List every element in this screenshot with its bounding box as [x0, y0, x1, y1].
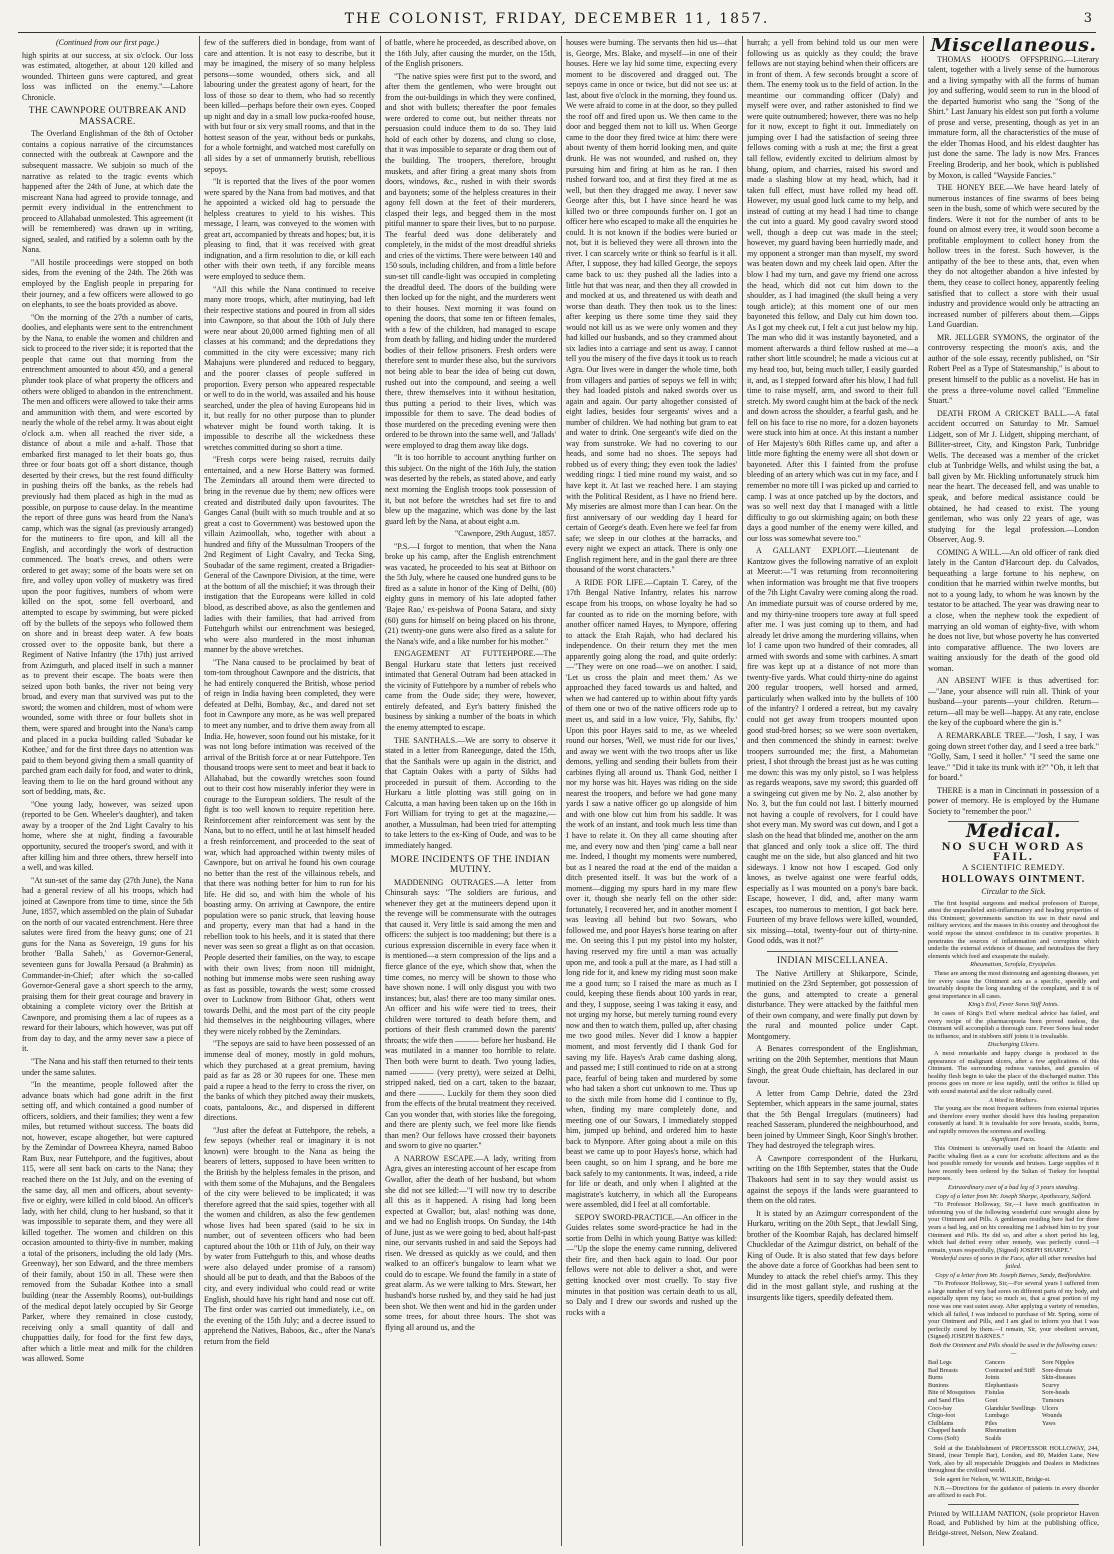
article-paragraph: The Overland Englishman of the 8th of October contains a copious narrative of the circumstances connected with the outbreak at Cawnpore and the subsequent massacre. We subjoin so much of the narrative as related to the tragic events which happened after the 24th of June, at which date the miscreant Nana had agreed to provide tonnage, and permit every individual in the entrenchment to proceed to Allahabad unmolested. This agreement (it will be remembered) was drawn up in writing, signed, sealed, and ratified by a solemn oath by the Nana.	[22, 129, 193, 255]
article-paragraph: "The Nana and his staff then returned to their tents under the same salutes.	[22, 1056, 193, 1077]
column-4	[566, 38, 737, 1543]
dateline: "Cawnpore, 29th August, 1857.	[454, 529, 556, 539]
article-heading: INDIAN MISCELLANEA.	[776, 956, 889, 967]
ailment-item: Coco-bay	[928, 1404, 953, 1412]
article-paragraph: A REMARKABLE TREE.—"Josh, I say, I was going down street t'other day, and I seed a tree bark." "Golly, Sam, I seed it holler." "I seed the same one leave." "Did it take its trunk with it?" "Oh, it left that for board."	[928, 731, 1099, 783]
section-rule	[948, 1504, 1079, 1505]
article-paragraph: "Just after the defeat at Futtehpore, the rebels, a few sepoys (whether real or imaginary it is not known) were brought to the Nana as being the bearers of letters, supposed to have been written to the British by the helpless females in the prison, and with them some of the Muhajuns, and the Bengalees of the city were believed to be implicated; it was therefore agreed that the said spies, together with all the women and children, as also the few gentlemen whose lives had been spared (said to be six in number, out of seventeen officers who had been captured about the 10th or 11th of July, on their way by water from Futtehgurh to this, and whose deaths were also delayed under promise of a ransom) should all be put to death, and that the Baboos of the city, and every individual who could read or write English, should have his right hand and nose cut off. The first order was carried out immediately, i.e., on the evening of the 15th July; and a decree issued to apprehend the Natives, Baboos, &c., after the Nana's return from the field	[204, 1125, 375, 1346]
article-paragraph: "It is reported that the lives of the poor women were spared by the Nana from bad motives, and that he appointed a wicked old hag to persuade the helpless creatures to yield to his wishes. This message, I learn, was conveyed to the women with great art, accompanied by threats and hopes; but, it is pleasing to find, that it was received with great indignation, and a firm resolution to die, or kill each other with their own teeth, if any forcible means were employed to seduce them.	[204, 177, 375, 282]
ailment-item: Sore-throats	[1042, 1366, 1073, 1374]
column-divider	[923, 36, 924, 1546]
column-divider	[561, 36, 562, 1546]
ailment-item: Bad Legs	[928, 1359, 952, 1367]
ad-subheading: Both the Ointment and Pills should be used in the following cases:—	[929, 1341, 1098, 1357]
ailment-item: Tumours	[1042, 1397, 1065, 1405]
masthead-title: THE COLONIST, FRIDAY, DECEMBER 11, 1857.	[344, 11, 770, 27]
article-paragraph: ENGAGEMENT AT FUTTEHPORE.—The Bengal Hurkaru state that letters just received intimated that General Outram had been attacked in the vicinity of Futtehpore by a number of rebels who came from the Oude side; they were, however, entirely defeated, and Eyr's battery finished the business by sinking a number of the boats in which the enemy attempted to escape.	[385, 649, 556, 732]
article-heading: THE CAWNPORE OUTBREAK AND MASSACRE.	[28, 106, 187, 127]
column-2	[204, 38, 375, 1543]
article-paragraph: It is stated by an Azimgurr correspondent of the Hurkaru, writing on the 20th Sept., that Jewlall Sing, brother of the Koombar Rajah, has declared himself Chuckledar of the Azimgur district, on behalf of the King of Oude. It is also stated that few days before the above date a force of Goorkhas had been sent to Mundey to attack the rebel chief's army. This they did in the most gallant style, and rushing at the insurgents like tigers, speedily defeated them.	[747, 1208, 918, 1302]
article-paragraph: THE SANTHALS.—We are sorry to observe it stated in a letter from Raneegunge, dated the 15th, that the Santhals were up again in the district, and that Captain Oakes with a party of Sikhs had proceeded in pursuit of them. According to the Hurkaru a little plotting was still going on in Calcutta, a man having been taken up on the 16th in Fort William for trying to get at the magazine,—another, a Mussulman, had been tried for attempting to take letters to the ex-King of Oude, and was to be immediately hanged.	[385, 735, 556, 851]
ad-circular: Circular to the Sick.	[981, 887, 1046, 897]
article-paragraph: DEATH FROM A CRICKET BALL.—A fatal accident occurred on Saturday to Mr. Samuel Lidgett, son of Mr J. Lidgett, shipping merchant, of Billiter-street, City, and Kingston Park, Tunbridge Wells. The deceased was a member of the cricket club at Tunbridge Wells, and whilst using the bat, a ball given by Mr. Hickling unfortunately struck him near the heart. The deceased fell, and was unable to speak, and before medical assistance could be obtained, he had ceased to exist. The young gentleman, who was only 22 years of age, was studying for the legal profession.—London Observer, Aug. 9.	[928, 408, 1099, 545]
ailment-item: Yaws	[1042, 1419, 1056, 1427]
ad-subheading: Extraordinary cure of a bad leg of 3 years standing.	[947, 1184, 1080, 1192]
ailment-item: Burns	[928, 1374, 943, 1382]
ad-headline: NO SUCH WORD AS FAIL.	[941, 838, 1086, 864]
ailment-item: Scalds	[985, 1435, 1002, 1443]
continued-note: (Continued from our first page.)	[55, 38, 160, 47]
article-paragraph: AN ABSENT WIFE is thus advertised for:—"Jane, your absence will ruin all. Think of your husband—your parents—your children. Return—return—all may be well—happy. At any rate, enclose the key of the cupboard where the gin is."	[928, 676, 1099, 728]
article-paragraph: "At sun-set of the same day (27th June), the Nana had a general review of all his troops, which had joined at Cawnpore from time to time, since the 5th June, 1857, which assembled on the plain of Subadar on the north of our vacated entrenchment. Here three salutes were fired from the heavy guns; one of 21 guns for the Nana as Sovereign, 19 guns for his brother 'Balla Saheb,' as Governor-General, seventeen guns for Jowalla Persaud (a Brahmin) as Commander-in-Chief; after which the so-called Governor-General gave a short speech to the army, praising them for their great courage and bravery in obtaining a complete victory over the British at Cawnpore, and promising them a lac of rupees as a reward for their labours, which however, was put off from day to day, and the army never saw a piece of it.	[22, 875, 193, 1054]
ad-paragraph: In cases of King's Evil where medical advice has failed, and every recipe of the pharmacopoeia been proved useless, the Ointment will accomplish a thorough cure. Fever Sores heal under its influence, and in stubborn stiff joints it is invaluable.	[928, 1009, 1099, 1040]
printer-imprint: Printed by WILLIAM NATION, (sole proprietor Haven Road, and Published by him at the publishing office, Bridge-street, Nelson, New Zealand.	[928, 1508, 1099, 1537]
article-paragraph: THE HONEY BEE.—We have heard lately of numerous instances of fine swarms of bees being seen in the bush, some of which were secured by the finders. Were it not for the number of ants to be found on almost every tree, it would soon become a profitable employment to collect honey from the hollow trees in the forest. Such however, is the antipathy of the bee to these ants, that, even when they do not altogether abandon a hive infested by them, they cease to collect honey, apparently feeling satisfied that to collect a store with their usual industry and providence would only be attracting an increased number of pilferers about them.—Gipps Land Guardian.	[928, 183, 1099, 330]
ailment-item: Glandular Swellings	[985, 1404, 1036, 1412]
ad-paragraph: N.B.—Directions for the guidance of patients in every disorder are affixed to each Pot.	[928, 1484, 1099, 1500]
ailment-item: Rheumatism	[985, 1427, 1017, 1435]
ailment-item: and Sand Flies	[928, 1397, 965, 1405]
article-paragraph: "P.S.—I forgot to mention, that when the Nana broke up his camp, after the English entrenchment was vacated, he proceeded to his seat at Bithoor on the 5th July, where he caused one hundred guns to be fired as a salute in honor of the King of Delhi, (80) eighty guns in memory of his late adopted father 'Bajee Rao,' ex-peishwa of Poona Satara, and sixty (60) guns for himself on being placed on his throne, (21) twenty-one guns were also fired as a salute for the Nana's wife, and a like number for his mother."	[385, 541, 556, 646]
section-title-miscellaneous: Miscellaneous.	[930, 38, 1097, 56]
ailment-item: Fistulas	[985, 1389, 1005, 1397]
article-paragraph: THOMAS HOOD'S OFFSPRING.—Literary talent, together with a lively sense of the humorous and a living sympathy with all the forms of human joy and suffering, would seem to run in the blood of the departed humorist who sang the "Song of the Shirt." Last January his eldest son put forth a volume of prose and verse, presenting, though as yet in an immature form, all the characteristics of the muse of the elder Thomas Hood, and his eldest daughter has just done the same. The lady is now Mrs. Frances Freeling Broderip, and her book, which is published by Moxon, is called "Wayside Fancies."	[928, 54, 1099, 180]
ad-paragraph: A most remarkable and happy change is produced in the appearance of malignant ulcers, after a few applications of this Ointment. The surrounding redness vanishes, and granules of healthy flesh begin to take the place of the discharged matter. This process goes on more or less rapidly, until the orifice is filled up with sound material and the ulcer radically cured.	[928, 1049, 1099, 1095]
page-number: 3	[1083, 11, 1094, 26]
article-paragraph: "Fresh corps were being raised, recruits daily entertained, and a new Horse Battery was formed. The Zemindars all around them were directed to bring in the revenue due by them; new offices were created and distributed daily upon favourites. The Ganges Canal (built with so much trouble and at so great a cost to Government) was bestowed upon the villain Azimoollah, who, together with about a hundred and fifty of the Mussulman Troopers of the 2nd Regiment of Light Cavalry, and Tecka Sing, Soubadar of the same regiment, created a Brigadier-General of the Cawnpore Division, at the time, were at the bottom of all the mischief; it was through their instigation that the Europeans were killed in cold blood, as described above, as also the gentlemen and ladies with their families, that had arrived from Futtehgurh whilst our entrenchment was besieged, who were also murdered in the most inhuman manner by the above wretches.	[204, 455, 375, 655]
ailment-item: Corns (Soft)	[928, 1435, 959, 1443]
ailment-item: Bunions	[928, 1381, 949, 1389]
ailment-item: Bite of Mosquitoes	[928, 1389, 976, 1397]
ad-subheading: A Word to Mothers.	[988, 1096, 1039, 1104]
ailment-item	[1042, 1427, 1099, 1435]
ad-testimonial: "To Professor Holloway, Sir,—I have much gratification in informing you of the following wonderful cure wrought alone by your Ointment and Pills. A gentleman residing here had for three years a bad leg, and on his consulting me I advised him to try your Ointment and Pills. He did so, and after a short period his leg, which had defied every other remedy, was perfectly cured.—I remain, yours respectfully, (Signed) JOSEPH SHARPE."	[928, 1201, 1099, 1254]
article-paragraph: "The Nana caused to be proclaimed by beat of tom-tom throughout Cawnpore and the districts, that he had entirely conquered the British, whose period of reign in India having been completed, they were defeated at Delhi, Bombay, &c., and dared not set foot in Cawnpore any more, as he was well prepared to meet any number, and to drive them away from all India. He, however, soon found out his mistake, for it was not long before intimation was received of the arrival of the British force at or near Futtehpore. Ten thousand troops were sent to meet and beat it back to Allahabad, but the cowardly wretches soon found out to their cost how miserably inferior they were in courage to the European soldiers. The result of the fight is too well known to require repetition here. Reinforcement after reinforcement was sent by the Nana, but to no effect, until he at last himself headed a fresh reinforcement, and proceeded to the seat of war, which had approached within twenty miles of Cawnpore, but on arrival he found his own courage no better than the rest of the villainous rebels, and that there was nothing better for him to run for his life. He did so, and with him the whole of his boasting army. On arriving at Cawnpore, the entire population were so panic struck, that leaving house and property, every man that had a hand in the rebellion took to his heels, and it is stated that there never was seen so great a flight as on that occasion. People deserted their families, on the way, to escape with their own lives; from noon till midnight, nothing but immense mobs were seen rushing away as fast as possible, towards the west; some crossed over to Lucknow from Bithoor Ghat, others went towards Delhi, and the most part of the city people hid themselves in the neighbouring villages, where they were nicely robbed by the Zemindars.	[204, 657, 375, 1036]
ailment-item: Lumbago	[985, 1412, 1009, 1420]
article-paragraph: "On the morning of the 27th a number of carts, doolies, and elephants were sent to the entrenchment by the Nana, to enable the women and children and sick to proceed to the river side; it is reported that the people that came out that morning from the entrenchment amounted to about 450, and a general plunder took place of what property the officers and others were obliged to abandon in the entrenchment. The men and officers were allowed to take their arms and ammunition with them, and were escorted by nearly the whole of the rebel army. It was about eight o'clock a.m. when all reached the river side, a distance of about a mile and a-half. Those that embarked first managed to let their boats go, thus three or four boats got off a short distance, though deserted by their crews, but the rest found difficulty in pushing theirs off the banks, as the rebels had previously had them placed as high in the mud as possible, on purpose to cause delay. In the meantime the report of three guns was heard from the Nana's camp, which was the signal (as previously arranged) for the mutineers to fire upon, and kill all the English, and accordingly the work of destruction commenced. The boat's crews, and others were ordered to get away; some of the boats were set on fire, and volley upon volley of musketry was fired upon the poor fugitives, numbers of whom were killed on the spot, some fell overboard, and attempted to escape by swimming, but were picked off by the bullets of the sepoys who followed them on shore and in breast deep water. A few boats crossed over to the opposite bank, but there a Regiment of Native Infantry (the 17th) just arrived from Azimgurh, and placed itself in such a manner as to prevent their escape. The boats were then seized upon both banks, the river not being very broad, and every man that survived was put to the sword; the women and children, most of whom were wounded, some with three or four bullets shot in them, were spared and brought into the Nana's camp and placed in a pucka building called 'Subadar ke Kothee,' and for the first three days no attention was paid to them beyond giving them a small quantity of parched gram each daily for food, and water to drink, leaving them to lie on the hard ground without any sort of bedding, mats, &c.	[22, 312, 193, 797]
article-paragraph: A letter from Camp Dehrie, dated the 23rd September, which appears in the same journal, states that the 5th Bengal Irregulars (mutineers) had reached Sasseram, plundered the neighbourhood, and been joined by Ummeer Singh, Koor Singh's brother. They had destroyed the telegraph wires.	[747, 1088, 918, 1151]
ailment-item	[1042, 1435, 1099, 1443]
ad-subheading: King's Evil, Fever Sores Stiff Joints.	[968, 1001, 1059, 1009]
article-paragraph: "The native spies were first put to the sword, and after them the gentlemen, who were brought out from the out-buildings in which they were confined, and shot with bullets; thereafter the poor females were ordered to come out, but neither threats nor persuasion could induce them to do so. They laid hold of each other by dozens, and clung so close, that it was impossible to separate or drag them out of the building. The troopers, therefore, brought muskets, and after firing a great many shots from doors, windows, &c., rushed in with their swords and bayonets; some of the helpless creatures in their agony fell down at the feet of their murderers, clasped their legs, and begged them in the most pitiful manner to spare their lives, but to no purpose. The fearful deed was done deliberately and completely, in the midst of the most dreadful shrieks and cries of the victims. There were between 140 and 150 souls, including children, and from a little before sun-set till candle-light was occupied in completing the dreadful deed. The doors of the building were then locked up for the night, and the murderers went to their houses. Next morning it was found on opening the doors, that some ten or fifteen females, with a few of the children, had managed to escape from death by falling, and hiding under the murdered bodies of their fellow prisoners. Fresh orders were therefore sent to murder these also, but the survivors not being able to bear the idea of being cut down, rushed out into the compound, and seeing a well there, threw themselves into it without hesitation, thus putting a period to their lives, which was impossible for them to save. The dead bodies of those murdered on the preceding evening were then ordered to be thrown into the same well, and 'Jallads' were employed to drag them away like dogs.	[385, 71, 556, 450]
column-divider	[380, 36, 381, 1546]
ad-paragraph: Copy of a letter from Mr. Joseph Sharpe, Apothecary, Salford.	[935, 1192, 1092, 1200]
masthead	[20, 6, 1094, 32]
ailment-item: Piles	[985, 1419, 998, 1427]
ailment-item: Contracted and Stiff	[985, 1366, 1036, 1374]
section-title-medical: Medical.	[965, 820, 1062, 843]
masthead-rule	[18, 32, 1096, 33]
article-paragraph: A GALLANT EXPLOIT.—Lieutenant de Kantzow gives the following narrative of an exploit at Meerut:—"I was returning from reconnoitering when information was brought me that five troopers of the 7th Light Cavalry were coming along the road. An immediate pursuit was of course ordered by me, and my thirty-nine troopers tore away at full speed after me. I was just coming up to them, and had already let drive among the murdering villains, when lo! I came upon two hundred of their comrades, all armed with swords and some with carbines. A smart fire was kept up at a distance of not more than twenty-five yards. What could thirty-nine do against 200 regular troopers, well horsed and armed, particularly when walked into by the bullets of 100 of the infantry? I ordered a retreat, but my cavalry could not get away from troopers mounted upon good stud-bred horses; so we were soon overtaken, and then commenced the shindy in earnest: twelve troopers surrounded me; the first, a Mahometan priest, I shot through the breast just as he was cutting me down: this was my only pistol, so I was helpless as regards weapons, save my sword; this guarded off a swingeing cut given me by No. 2, also another by No. 3, but the fun could not last. I bitterly mourned not having a couple of revolvers, for I could have shot every man. My sword was cut down, and I got a slash on the head that blinded me, another on the arm that glanced and only took a slice off. The third caught me on the side, but also glanced and hit two sideways. I know not how I escaped. God only knows, as twelve against one were fearful odds, especially as I was mounted on a pony's bare back. Escape, however, I did, and, after many warm escapes, too numerous to mention, I got back here. Fourteen of my brave fellows were killed, wounded, six missing—total, twenty-four out of thirty-nine. Good odds, was it not?"	[747, 546, 918, 946]
ailment-list	[928, 1359, 1099, 1443]
article-paragraph: high spirits at our success, at six o'clock. Our loss was estimated, altogether, at about 120 killed and wounded. Thirteen guns were captured, and great loss was inflicted on the enemy."—Lahore Chronicle.	[22, 50, 193, 102]
ailment-item: Gout	[985, 1397, 998, 1405]
article-paragraph: "The sepoys are said to have been possessed of an immense deal of money, mostly in gold mohurs, which they purchased at a great premium, having paid as far as 28 or 30 rupees for one. These men paid a rupee a head to the ferry to cross the river, on the banks of which they pitched away their muskets, coats, pantaloons, &c., and dispersed in different directions.	[204, 1039, 375, 1123]
ailment-item: Bad Breasts	[928, 1366, 958, 1374]
article-paragraph: few of the sufferers died in bondage, from want of care and attention. It is not easy to describe, but it may be imagined, the misery of so many helpless persons—some wounded, others sick, and all labouring under the greatest agony of heart, for the loss of those so dear to them, who had so recently been killed—perhaps before their own eyes. Cooped up night and day in a small low pucka-roofed house, with but four or six very small rooms, and that in the hottest season of the year, without beds or punkahs, for a whole fortnight, and watched most carefully on all sides by a set of unmannerly brutish, rebellious sepoys.	[204, 38, 375, 174]
article-paragraph: houses were burning. The servants then hid us—that is, George, Mrs. Blake, and myself—in one of their houses. Here we lay hid some time, expecting every moment to be discovered and dragged out. The sepoys came in once or twice, but did not see us: at last, about five o'clock in the morning, they found us. We were afraid to come in at the door, so they pulled the roof off and fired upon us. We then came to the door and begged them not to kill us. When George came to the door they fired twice at him: there were about twenty of them horrid looking men, and quite drunk. He was not wounded, and rushed on, they pursuing him and firing at him as he ran. I then rushed forward too, and at first they fired at me as well, but then they dragged me away. I never saw George after this, but I have since heard he was killed two or three compounds further on. I got an officer here who escaped to make all the enquiries he could. It is not known if the bodies were buried or not, but it is believed they were all thrown into the river. I can scarcely write or think so fearful is it all. After, I suppose, they had killed George, the sepoys came back to us: they pushed all the ladies into a little hut that was near, and then they all crowded in and mocked at us, and threatened us with death and worse than death. They then took us to the lines: after keeping us there some time they said they would not kill us as we were only women and they had killed our husbands, and so they crammed about six ladies into a carriage and sent us away. I cannot tell you the misery of the five days it took us to reach Agra. Our lives were in danger the whole time, both from villagers and parties of sepoys we fell in with; they had loaded pistols and naked swords over us again and again. Our party altogether consisted of eight ladies, besides four sergeants' wives and a number of children. We had nothing but gram to eat and water to drink. One sergeant's wife died on the way from sunstroke. We had no covering to our heads, and some had no shoes. The sepoys had robbed us of every thing; they even took the ladies' wedding rings: I tied mine round my waist, and so have kept it. At last we reached here. I am staying with the Political Resident, as I have no friend here. My miseries are almost more than I can bear. On the first anniversary of our wedding day I heard for certain of George's death. Even here we feel far from safe; we sleep in our clothes at the barracks, and every night we expect an attack. There is only one English regiment here, and in the gaol there are three thousand of the worst characters."	[566, 38, 737, 575]
ailment-item: Chilblains	[928, 1419, 954, 1427]
ailment-item: Scurvy	[1042, 1381, 1060, 1389]
ad-product-name: HOLLOWAYS OINTMENT.	[941, 873, 1086, 885]
article-paragraph: SEPOY SWORD-PRACTICE.—An officer in the Guides relates some sword-practice he had in the sortie from Delhi in which young Battye was killed:—"Up the slope the enemy came running, delivered their fire, and then back again to load. Our poor fellows were not able to deliver a shot, and were getting knocked over most cruelly. To stay five minutes in that position was certain death to us all, so Daly and I drew our swords and rushed up the rocks with a	[566, 1212, 737, 1317]
ad-paragraph: Sold at the Establishment of PROFESSOR HOLLOWAY, 244, Strand, (near Temple Bar), London, and 80, Maiden Lane, New York, also by all respectable Druggists and Dealers in Medicines throughout the civilized world.	[928, 1444, 1099, 1475]
article-paragraph: MADDENING OUTRAGES.—A letter from Chinsurah says: "The soldiers are furious, and whenever they get at the mutineers depend upon it the revenge will be commensurate with the outrages that caused it. Very little is said among the men and officers: the subject is too maddening; but there is a curious expression discernible in every face when it is mentioned—a stern compression of the lips and a fierce glance of the eye, which show that, when the time comes, no mercy will be shown to those who have shown none. I will only disgust you with two instances; but, alas! there are too many similar ones. An officer and his wife were tied to trees, their children were tortured to death before them, and portions of their flesh crammed down the parents' throats; the wife then ——— before her husband. He was mutilated in a manner too horrible to relate. Then both were burnt to death. Two young ladies, named ——— (very pretty), were seized at Delhi, stripped naked, tied on a cart, taken to the bazaar, and there ———. Luckily for them they soon died from the effects of the brutal treatment they received. Can you wonder that, with stories like the foregoing, and there are plenty such, we feel more like fiends than men? Our fellows have crossed their bayonets and sworn to give no quarter."	[385, 877, 556, 1151]
article-paragraph: A RIDE FOR LIFE.—Captain T. Carey, of the 17th Bengal Native Infantry, relates his narrow escape from his troops, on whose loyalty he had so far counted as to ride on the morning before, with another officer named Hayes, to Mynpore, offering to attack the Etah Rajah, who had declared his independence. On their return they met the men apparently going along the road, and quite orderly:—"They were on one road—we on another. I said, 'Let us cross the plain and meet them.' As we approached they faced towards us and halted, and when we had cantered up to within about fifty yards of them one or two of the native officers rode up to meet us, and said in a low voice, 'Fly, Sahibs, fly.' Upon this poor Hayes said to me, as we wheeled round our horses, 'Well, we must ride for our lives,' and away we went with the two troops after us like demons, yelling and sending their bullets from their carbines flying all around us. Thank God, neither I nor my horse was hit. Hayes was riding on the side nearest the troopers, and before we had gone many yards I saw a native officer go up alongside of him and with one blow cut him from his saddle. It was the work of an instant, and took much less time than I have to relate it. On they all came shouting after me, and every now and then 'ping' came a ball near me. Indeed, I thought my moments were numbered, but as I neared the road at the end of the maidan a ditch presented itself. It was but the work of a moment—digging my spurs hard in my mare flew over it, though she nearly fell on the other side: fortunately, I recovered her, and in another moment I was leaving all behind but two Sowars, who followed me, and poor Hayes's horse tearing on after me. On seeing this I put my pistol into my holster, having reserved my fire until a man was actually upon me, and took a pull at the mare, as I had still a long ride for it, and knew my riding must soon make me a good turn; so I raised the mare as much as I could, keeping these fiends about 100 yards in rear, and they, I suppose, seeing I was taking it easy, and not urging my horse, but merely turning round every now and then to watch them, pulled up, after chasing me two good miles. Never did I know a happier moment, and most fervently did I thank God for saving my life. Hayes's Arab came dashing along, and passed me; I still continued to ride on at a strong pace, fearful of being taken and murdered by some who had taken a short cut unknown to me. Thus up to the sixth mile from home did I continue to fly, when, finding my mare completely done, and meeting one of our Sowars, I immediately stopped him, jumped up behind, and ordered him to haste back to Mynpore. After going about a mile on this beast we came up to poor Hayes's horse, which had been caught, so on him I sprang, and he bore me back safely to my cantonments. It was, indeed, a ride for life or death, and only when I alighted at the magistrate's kutcherry, in which all the Europeans were assembled, did I feel at all comfortable.	[566, 577, 737, 1210]
ailment-item: Joints	[985, 1374, 1000, 1382]
ad-paragraph: This Ointment is universally used on board the Atlantic and Pacific whaling fleet as a cure for scorbutic affections and as the best possible remedy for wounds and bruises. Large supplies of it have recently been ordered by the Sultan of Turkey for hospital purposes.	[928, 1145, 1099, 1183]
column-divider	[742, 36, 743, 1546]
ailment-item: Sore Nipples	[1042, 1359, 1075, 1367]
ad-footer	[928, 1445, 1099, 1500]
ad-paragraph: These are among the most distressing and agonising diseases, yet for every cause the Ointment acts as a specific, speedily and invariably despite the long standing of the complaint, and it is of great importance in all cases.	[928, 970, 1099, 1000]
article-heading: MORE INCIDENTS OF THE INDIAN MUTINY.	[390, 854, 551, 876]
article-paragraph: THERE is a man in Cincinnati in possession of a power of memory. He is employed by the Humane Society to "remember the poor."	[928, 785, 1099, 816]
article-paragraph: "In the meantime, people followed after the advance boats which had gone adrift in the first setting off, and which contained a good number of officers, soldiers, and their families; they went a few miles, but returned without success. The boats did not, however, escape altogether, but were captured by the Zemindar of Dowreea Kheyra, named Baboo Ram Bux, near Futtehpore, and the fugitives, about 115, were all sent back on carts to the Nana; they reached there on the 1st July, and on the evening of the same day, all men and officers, about seventy-five or eighty, were killed in cold blood. An officer's lady, with her child, clung to her husband, so that it was impossible to separate them, and they were all killed together. The women and children on this occasion amounted to thirty-five in number, making a total of the prisoners, including the old lady (Mrs. Greenway), her son Edward, and the three members of their family, about 150 in all. These were then removed from the Subadar Kothee into a small building (near the Assembly Rooms), out-buildings of the medical depot lately occupied by Sir George Parker, where they remained in close custody, receiving only a small quantity of dall and chuppatties daily, for food for the first few days, after which a little meat and milk for the children was allowed. Some	[22, 1080, 193, 1364]
ailment-item: Skin-diseases	[1042, 1374, 1076, 1382]
ad-paragraph: Copy of a letter from Mr. Joseph Barnes, Sandy, Bedfordshire.	[935, 1271, 1092, 1279]
column-3	[385, 38, 556, 1543]
ad-paragraph: The young are the most frequent sufferers from external injuries and therefore every mother should have this healing preparation constantly at hand. It is invaluable for sore breasts, scalds, burns, and rapidly removes the soreness and swelling.	[928, 1105, 1099, 1135]
article-paragraph: of battle, where he proceeded, as described above, on the 16th July, after causing the murder, on the 15th, of the English prisoners.	[385, 38, 556, 69]
ailment-item: Ulcers	[1042, 1404, 1059, 1412]
ad-paragraph: The first hospital surgeons and medical professors of Europe, attest the unparalleled anti-inflammatory and healing properties of this Ointment; governments sanction its use in their naval and military services; and the masses in this country and throughout the world repose the utmost confidence in its curative properties. It penetrates the sources of inflammation and corruption which underlie the external evidence of disease, and neutralizes the fiery elements which feed and exasperate the malady.	[928, 899, 1099, 960]
ad-subheading: Significant Facts.	[991, 1136, 1036, 1144]
article-paragraph: A Cawnpore correspondent of the Hurkaru, writing on the 18th September, states that the Oude Thakoors had sent in to say they would assist us against the sepoys if the lands were guaranteed to them on the old rates.	[747, 1153, 918, 1206]
article-paragraph: "One young lady, however, was seized upon (reported to be Gen. Wheeler's daughter), and taken away by a trooper of the 2nd Light Cavalry to his home, where she at night, finding a favourable opportunity, secured the trooper's sword, and with it after killing him and three others, threw herself into a well, and was killed.	[22, 799, 193, 873]
ad-agent: Sole agent for Nelson, W. WILKIE, Bridge-st.	[934, 1476, 1051, 1483]
article-paragraph: "All this while the Nana continued to receive many more troops, which, after mutinying, had left their respective stations and poured in from all sides into Cawnpore, so that about the 10th of July there were near about 20,000 armed fighting men of all classes at his command; and the depredations they committed in the city were excessive; many rich Mahajuns were plundered and reduced to beggary, and the poorer classes of people suffered in proportion. Every person who appeared respectable or well to do in the world, was assailed and his house searched, under the plea of having Europeans hid in it, but really for no other purpose than to plunder whatever might be found worth taking. It is impossible to describe all the wickedness these wretches committed during so short a time.	[204, 284, 375, 452]
ailment-item: Chapped hands	[928, 1427, 966, 1435]
article-paragraph: A NARROW ESCAPE.—A lady, writing from Agra, gives an interesting account of her escape from Gwallor, after the death of her husband, but whom she did not see killed:—"I will now try to describe all this as it happened. A rising had long been expected at Gwallor; but, alas! nothing was done, and we had no English troops. On Sunday, the 14th of June, just as we were going to bed, about half-past nine, our servants rushed in and said the Sepoys had risen. We dressed as quickly as we could, and then walked to an officer's bungalow to learn what we could do to escape. We found the family in a state of great alarm. As we were talking to Mrs. Stewart, her husband's horse rushed by, and they said he had just been shot. We then went and hid in the garden under some trees, for about three hours. The shot was flying all around us, and the	[385, 1153, 556, 1332]
article-paragraph: "It is too horrible to account anything further on this subject. On the night of the 16th July, the station was deserted by the rebels, as stated above, and early next morning the English troops took possession of it, but not before the wretches had set fire to and blew up the magazine, which was done by the last guard left by the Nana, at about eight a.m.	[385, 453, 556, 526]
article-paragraph: MR. JELLGER SYMONS, the orginator of the controversy respecting the moon's axis, and the author of the sole essay, recently published, on "Sir Robert Peel as a Type of Statesmanship," is about to present himself to the public as a novelist. He has in the press a three-volume novel called "Emmeline Stuart."	[928, 332, 1099, 406]
column-divider	[199, 36, 200, 1546]
ad-body	[928, 900, 1099, 1357]
ailment-item: Sore-heads	[1042, 1389, 1070, 1397]
article-paragraph: The Native Artillery at Shikarpore, Scinde, mutinied on the 23rd September, got possession of the guns, and attempted to create a general disturbance. They were attacked by the faithful men of their own company, and were finally put down by the rural and mounted police under Capt. Montgomery.	[747, 968, 918, 1041]
ailment-item: Wounds	[1042, 1412, 1063, 1420]
article-paragraph: COMING A WILL.—An old officer of rank died lately in the Canton d'Harcourt dep. du Calvados, bequeathing a large fortune to his nephew, on condition that he married within twelve months, but not to a young lady, to whom he was known by the testator to be attached. The year was drawing near to a close, when the nephew took the expedient of marrying an old woman of eighty-five, with whom he does not live, but whose poverty he has converted into comparative affluence. The two lovers are waiting anxiously for the death of the good old woman.	[928, 547, 1099, 673]
ad-subhead: A SCIENTIFIC REMEDY.	[962, 862, 1065, 873]
ad-subheading: Wonderful cures of sores in the Face, after all other remedies had failed.	[930, 1255, 1097, 1270]
column-1	[22, 38, 193, 1543]
ailment-item: Cancers	[985, 1359, 1005, 1367]
column-6	[928, 38, 1099, 1543]
ailment-item: Elephantiasis	[985, 1381, 1018, 1389]
article-paragraph: "All hostile proceedings were stopped on both sides, from the evening of the 24th. The 26th was employed by the English people in preparing for their journey, and a few officers were allowed to go on elephants, to see the boats provided as above.	[22, 257, 193, 310]
article-paragraph: hurrah; a yell from behind told us our men were following us as quickly as they could; the brave fellows are not staying behind when their officers are in front of them. A few seconds brought a score of them. The enemy took us to the field of action. In the meantime our commanding officer (Daly) and myself were over, and rather astonished to find we were quite outnumbered; however, there was no help for it now, except to fight it out. Immediately on jumping over I had the satisfaction of seeing three fellows coming with a rush at me; the first a great tall fellow, evidently excited to delirium almost by bhang, opium, and charries, raised his sword and made a slashing blow at my head, which, had it taken full effect, must have rolled my head off. However, my usual good luck came to my help, and instead of cutting at my head I had time to change the cut into a guard. My good cavalry sword stood well, though a deep cut was made in the steel; however, my guard having been hurriedly made, and my opponent a stronger man than myself, my sword was beaten down and my cheek laid open. After the blow I had my turn, and gave my friend one across the head, which did not cut him down to the shoulder, as I had imagined (the skull being a very tough article); at this moment one of our men bayoneted this fellow, and Daly cut him down too. As I got my cheek cut, I felt a cut just below my hip. The man who did it was instantly bayoneted, and a moment afterwards a third fellow rushed at me—a rather short little scoundrel; he made a vicious cut at my head too, but, being much taller, I easily guarded it, and, as I stepped forward after his blow, I had full time to raise myself, arm, and sword to their full stretch. My sword caught him at the back of the neck and down across the shoulder, a fearful gash, and he fell on his face to rise no more, for a dozen bayonets were stuck into him at once. At this instant a number of Her Majesty's 60th Rifles came up, and after a little more fighting the enemy were all shot down or bayoneted. After this I fainted from the profuse bleeding of an artery which was cut in my face, and I remember no more till I was picked up and carried to camp. I was at once patched up by the doctors, and was so well next day that I managed with a little difficulty to go out skirmishing again; on both these days a good number of the enemy were killed, and our loss was somewhat severe too."	[747, 38, 918, 543]
ad-subheading: Rheumatism, Scrofula, Erysipelas.	[970, 961, 1057, 969]
ailment-item: Chigo-foot	[928, 1412, 956, 1420]
section-rule	[767, 951, 898, 952]
article-paragraph: A Benares correspondent of the Englishman, writing on the 20th September, mentions that Maun Singh, the great Oude chieftain, has declared in our favour.	[747, 1044, 918, 1086]
ad-testimonial: "To Professor Holloway, Sir,—For several years I suffered from a large number of very bad sores on different parts of my body, and especially upon my face; so much so, that a great portion of my nose was one vast eaten away. After applying a variety of remedies, which all failed, I was induced to purchase of Mr. Spring, some of your Ointment and Pills, and I am glad to inform you that I was perfectly cured by them.—I remain, Sir, your obedient servant, (Signed) JOSEPH BARNES."	[928, 1280, 1099, 1341]
ad-subheading: Discharging Ulcers.	[987, 1041, 1040, 1049]
column-5	[747, 38, 918, 1543]
